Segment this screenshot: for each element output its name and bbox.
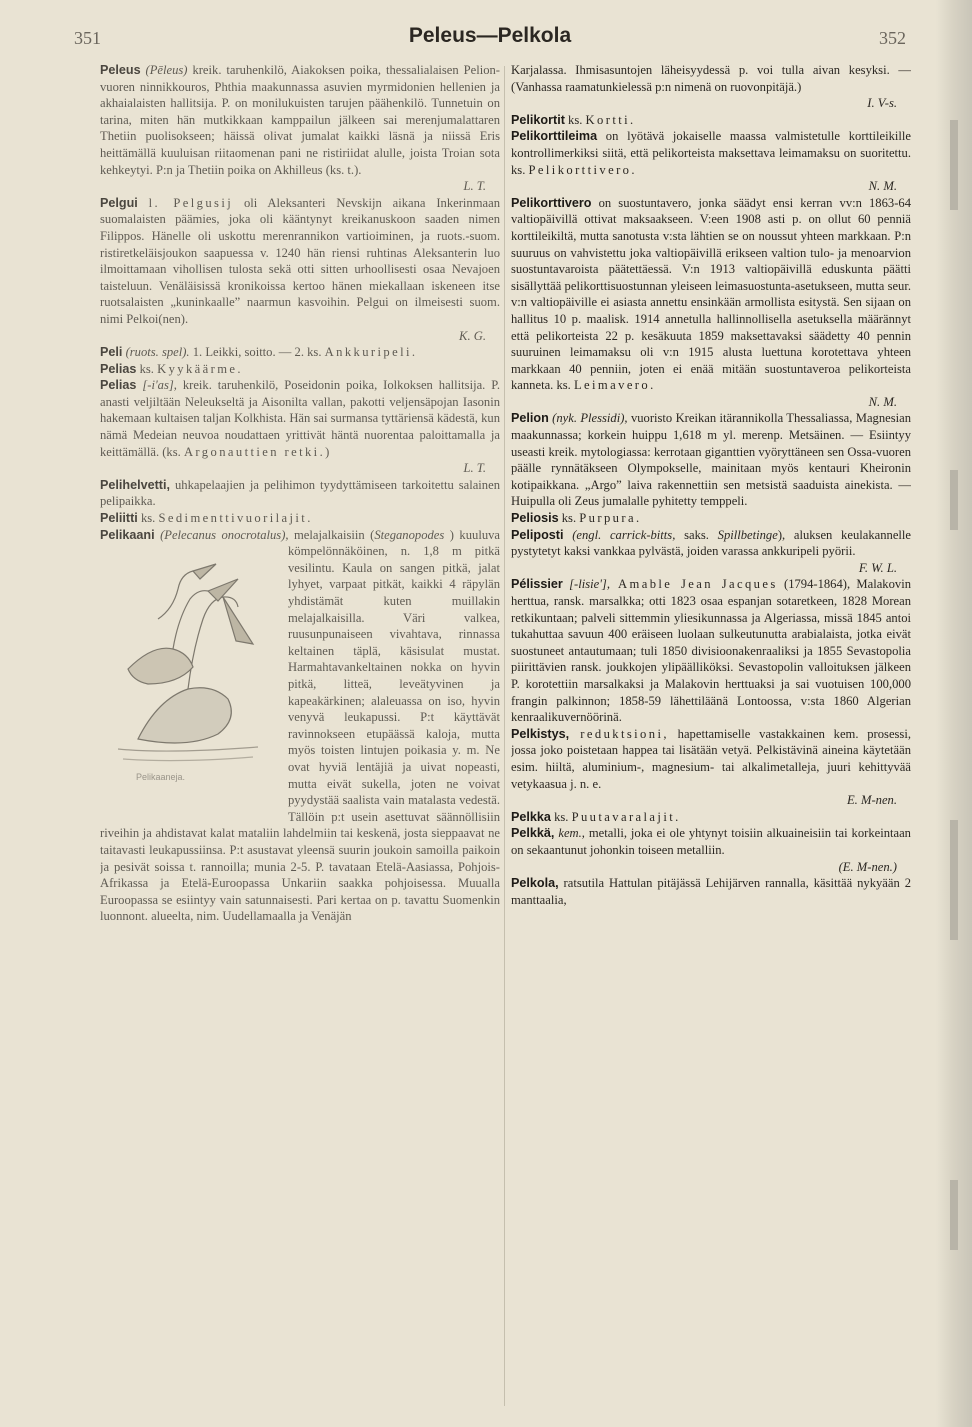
pelikaani-text: Pelikaaneja. ) kuuluva kömpelönnäköinen, n. 1,8 m pitkä vesilintu. Kaula on sangen pitkä, jalat lyhyet, varpaat pitkät, kaikki 4 räpylän yhdistämät kuten muillakin melajalkaisilla. Väri valkea, ruusunpunaiseen vivahtava, rinnassa keltainen täplä, käsisulat mustat. Harmahtavankeltainen nokka on hyvin pitkä, litteä, leveätyvinen ja kapeakärkinen; alaleuassa on iso, hyvin venyvä leukapussi. P:t käyttävät ravinnokseen etupäässä kaloja, mutta myös toisten lintujen poikasia y. m. Ne ovat hyviä lentäjiä ja uivat nopeasti, mutta eivät sukella, joten ne voivat pyydystää saalista vain matalasta vedestä. Tällöin p:t usein asettuvat säännöllisiin riveihin ja ahdistavat kalat mataliin lahdelmiin tai keskenä, josta sieppaavat ne taitavasti leukapussiinsa. P:t asustavat yleensä suurin joukoin samoilla paikoin ja pesivät soissa t. rannoilla; munia 2-5. P. tavataan Etelä-Aasiassa, Pohjois-Afrikassa ja Etelä-Euroopassa Unkariin saakka pohjoisessa. Muualla Euroopassa se esiintyy vain satunnaisesti. Pari kertaa on p. tavattu Suomenkin luonnont. alueelta, nim. Uudellamaalla ja Venäjän: [100, 527, 500, 924]
entry-pelikaani: Pelikaani (Pelecanus onocrotalus), melajalkaisiin (Steganopodes Pelikaaneja. ) kuuluva kömpelönnäköinen, n. 1,8 m pitkä vesilintu. Kaula on sangen pitkä, jalat lyhyet, varpaat pitkät, kaikki 4 räpylän yhdistämät kuten muillakin melajalkaisilla. Väri valkea, ruusunpunaiseen vivahtava, rinnassa keltainen täplä, käsisulat mustat. Harmahtavankeltainen nokka on hyvin pitkä, litteä, leveätyvinen ja kapeakärkinen; alaleuassa on iso, hyvin venyvä leukapussi. P:t käyttävät ravinnokseen etupäässä kaloja, mutta myös toisten lintujen poikasia y. m. Ne ovat hyviä lentäjiä ja uivat nopeasti, mutta eivät sukella, joten ne voivat pyydystää saalista vain matalasta vedestä. Tällöin p:t usein asettuvat säännöllisiin riveihin ja ahdistavat kalat mataliin lahdelmiin tai keskenä, josta sieppaavat ne taitavasti leukapussiinsa. P:t asustavat yleensä suurin joukoin samoilla paikoin ja pesivät soissa t. rannoilla; munia 2-5. P. tavataan Etelä-Aasiassa, Pohjois-Afrikassa ja Etelä-Euroopassa Unkariin saakka pohjoisessa. Muualla Euroopassa se esiintyy vain satunnaisesti. Pari kertaa on p. tavattu Suomenkin luonnont. alueelta, nim. Uudellamaalla ja Venäjän: [100, 527, 500, 924]
entry-pelissier: Pélissier [-lisie'], Amable Jean Jacques (1794-1864), Malakovin herttua, ransk. marsalkka; otti 1823 osaa espanjan sotaretkeen, 1828 Morean retkikuntaan; palveli sittemmin yliesikunnassa ja Algeriassa, missä 1845 antoi tukahuttaa savuun 400 eräiseen luolaan sulkeutunutta arabialaista, jotka eivät suostuneet antautumaan; tuli 1850 divisioonakenraaliksi ja 1855 Sevastopolia piirittävien ransk. joukkojen ylipäälliköksi. Sevastopolin valloituksen jälkeen P. korotettiin marsalkaksi ja Malakovin herttuaksi ja sai vuotuisen 100,000 frangin palkinnon; 1858-59 lähettiläänä Lontoossa, v:sta 1860 Algerian kenraalikuvernöörinä.: [511, 577, 911, 725]
entry-pelikorttivero: Pelikorttivero on suostuntavero, jonka säädyt ensi kerran vv:n 1863-64 valtiopäivillä ottivat maksaakseen. V:een 1908 asti p. on ollut 60 penniä korttileikiltä, mutta sanotusta v:sta lähtien se on noussut yhteen markkaan. P:n suuruus on vahvistettu joka valtiopäivillä erikseen valtion tulo- ja menoarvion suostuntavaroista päätettäessä. V:n 1913 valtiopäivillä eduskunta päätti sisällyttää pelikorttisuostunnan yleiseen leimasuostunta-asetukseen, mutta seur. v:n valtiopäiville ei asiasta annettu ensinkään armollista esitystä. Sen sijaan on hallitus 10 p. maalisk. 1914 annetulla hallinnollisella asetuksella määrännyt että pelikorteista 22 p. kesäkuuta 1859 maksettavaksi säädetty 40 pennin suuruinen leimamaksu oli v:n 1915 alusta luettuna korotettava yhteen markkaan 40 penniin, joten ei enää mitään suostuntaveroa pelikorteista kanneta. ks. Leimavero. N. M.: [511, 195, 911, 409]
page-number-left: 351: [74, 28, 101, 48]
entry-peli: Peli (ruots. spel). 1. Leikki, soitto. — 2. ks. Ankkuripeli.: [100, 345, 418, 360]
column-divider: [504, 66, 505, 1406]
entry-pelias: Pelias [-i'as], kreik. taruhenkilö, Poseidonin poika, Iolkoksen hallitsija. P. anasti veljiltään Neleukseltä ja Aisonilta vallan, pakotti veljensäpojan Iasonin hakemaan kultaisen taljan Kolkhista. Hän sai surmansa tyttäriensä kädestä, kun nämä Medeian neuvoa noudattaen yrittivät häntä nuorentaa paloittamalla ja keittämällä. (ks. Argonauttien retki.) L. T.: [100, 378, 500, 476]
page-header: [74, 22, 906, 52]
entry-pelkka-ref: Pelkka ks. Puutavaralajit.: [511, 809, 681, 824]
entry-pelkola: Pelkola, ratsutila Hattulan pitäjässä Lehijärven rannalla, käsittää nykyään 2 manttaalia,: [511, 876, 911, 907]
entry-pelkka: Pelkkä, kem., metalli, joka ei ole yhtynyt toisiin alkuaineisiin tai korkeintaan on sekaantunut johonkin toiseen metalliin. (E. M-nen.): [511, 826, 911, 874]
running-title: Peleus—Pelkola: [408, 24, 572, 47]
entry-pelias-ref: Pelias ks. Kyykäärme.: [100, 361, 243, 376]
entry-pelion: Pelion (nyk. Plessidi), vuoristo Kreikan itärannikolla Thessaliassa, Magnesian maakunnassa; korkein huippu 1,618 m yl. merenp. Metsäinen. — Esiintyy useasti kreik. mytologiassa: kerrotaan giganttien vyöryttäneen sen Ossa-vuoren päälle rynnätäkseen Olympokselle, mainitaan myös kentauri Kheironin kotipaikkana. „Argo” laiva rakennettiin sen metsistä saaduista ainekista. — Huipulla oli Zeus jumalalle pyhitetty temppeli.: [511, 411, 911, 509]
pelican-drawing: [118, 549, 258, 769]
entry-pelikorttileima: Pelikorttileima on lyötävä jokaiselle maassa valmistetulle korttileikille kontrollimerkiksi siitä, että pelikorteista maksettava leimamaksu on suoritettu. ks. Pelikorttivero. N. M.: [511, 129, 911, 194]
figure-caption: Pelikaaneja.: [136, 772, 186, 783]
left-column: [100, 62, 500, 1412]
entry-peliposti: Peliposti (engl. carrick-bitts, saks. Spillbetinge), aluksen keulakannelle pystytetyt kaksi vankkaa pylvästä, joiden varassa ankkuripeli pyörii. F. W. L.: [511, 527, 911, 575]
entry-peliitti: Peliitti ks. Sedimenttivuorilajit.: [100, 511, 313, 526]
entry-peliosis: Peliosis ks. Purpura.: [511, 511, 642, 526]
entry-pelihelvetti: Pelihelvetti, uhkapelaajien ja pelihimon tyydyttämiseen tarkoitettu salainen pelipaikka.: [100, 477, 500, 509]
page-edge-shadow: [936, 0, 972, 1427]
entry-pelgui: Pelgui l. Pelgusij oli Aleksanteri Nevskijn aikana Inkerinmaan suomalaisten päämies, joka oli kääntynyt kreikanuskoon saaden nimen Filippos. Hänelle oli uskottu merenrannikon vartioiminen, ja ruots.-suom. ristiretkeläisjoukon saapuessa v. 1240 hän riensi ruhtinas Aleksanterin luo ilmoittamaan vihollisen tulosta sekä otti sitten urhoollisesti osaa Nevajoen taisteluun. Venäläisissä kronikoissa kertoo hänen miekallaan iskeneen itse ruotsalaisten „kuninkaalle” naarmun kasvoihin. Pelgui on ilmeisesti suom. nimi Pelkoi(nen). K. G.: [100, 195, 500, 343]
right-column: [511, 62, 911, 1412]
page-number-right: 352: [879, 28, 906, 48]
entry-pelikortit: Pelikortit ks. Kortti.: [511, 112, 636, 127]
pelican-illustration: [100, 545, 278, 821]
entry-peleus: Peleus (Pēleus) kreik. taruhenkilö, Aiakoksen poika, thessalialaisen Pelion-vuoren ninnikkouros, Phthia maakunnassa asuvien myrmidonien hellenien ja akhaialaisten hallitsija. P. on monilukuisten tarujen päähenkilö. Tunnetuin on tarina, miten hän mutkikkaan kamppailun jälkeen sai merenjumalattaren Thetiin puolisokseen; häissä olivat jumalat kaikki läsnä ja niissä Eris heittämällä kuuluisan riitaomenan pani ne ristiriidat alulle, joista Troian sota kehkeytyi. P:n ja Thetiin poika on Akhilleus (ks. t.). L. T.: [100, 63, 500, 194]
entry-continuation: Karjalassa. Ihmisasuntojen läheisyydessä p. voi tulla aivan kesyksi. — (Vanhassa raamatunkielessä p:n nimenä on ruovonpitäjä.) I. V-s.: [511, 63, 911, 111]
entry-pelkistys: Pelkistys, reduktsioni, hapettamiselle vastakkainen kem. prosessi, jossa joko poistetaan happea tai lisätään vetyä. Pelkistävinä aineina käytetään esim. hiiltä, aluminium-, magnesium- tai alkalimetalleja, juuri kehittyvää vetykaasua j. n. e. E. M-nen.: [511, 726, 911, 808]
